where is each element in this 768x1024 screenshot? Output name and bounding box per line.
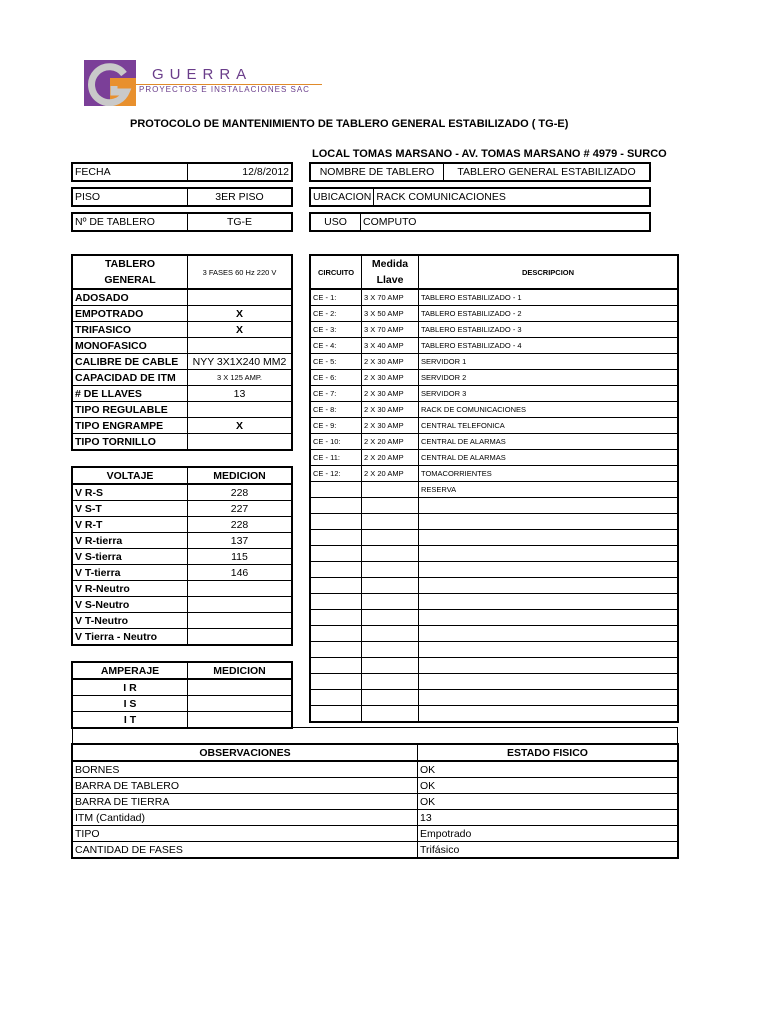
circuito-row bbox=[311, 450, 678, 466]
tablero-label: TIPO REGULABLE bbox=[73, 402, 188, 418]
circuito-row bbox=[311, 370, 678, 386]
piso-row bbox=[72, 188, 292, 206]
spacer-row bbox=[72, 727, 678, 745]
circuito-row bbox=[311, 386, 678, 402]
circuito-row bbox=[311, 658, 678, 674]
circuito-code bbox=[311, 498, 362, 514]
circuito-code bbox=[311, 610, 362, 626]
document-title: PROTOCOLO DE MANTENIMIENTO DE TABLERO GENERAL ESTABILIZADO ( TG-E) bbox=[130, 118, 569, 130]
circuito-row bbox=[311, 642, 678, 658]
circuito-code: CE - 10: bbox=[311, 434, 362, 450]
circuito-row bbox=[311, 562, 678, 578]
circuito-code bbox=[311, 690, 362, 706]
circuito-descripcion: SERVIDOR 1 bbox=[419, 354, 678, 370]
circuito-descripcion bbox=[419, 642, 678, 658]
tablero-value bbox=[188, 402, 292, 418]
brand-subtitle: PROYECTOS E INSTALACIONES SAC bbox=[139, 85, 310, 94]
circuito-code bbox=[311, 674, 362, 690]
circuito-medida bbox=[362, 690, 419, 706]
tablero-value: X bbox=[188, 322, 292, 338]
tablero-value: 3 X 125 AMP. bbox=[188, 370, 292, 386]
voltaje-label: V R-Neutro bbox=[73, 581, 188, 597]
circuito-medida bbox=[362, 626, 419, 642]
circuito-row bbox=[311, 289, 678, 306]
circuito-medida: 3 X 40 AMP bbox=[362, 338, 419, 354]
company-logo bbox=[84, 60, 136, 106]
tablero-value: NYY 3X1X240 MM2 bbox=[188, 354, 292, 370]
voltaje-value: 228 bbox=[188, 517, 292, 533]
voltaje-value: 146 bbox=[188, 565, 292, 581]
tablero-value: 13 bbox=[188, 386, 292, 402]
circuito-medida: 2 X 30 AMP bbox=[362, 370, 419, 386]
voltaje-value bbox=[188, 581, 292, 597]
circuito-descripcion: CENTRAL DE ALARMAS bbox=[419, 434, 678, 450]
circuito-descripcion bbox=[419, 530, 678, 546]
voltaje-label: V S-Neutro bbox=[73, 597, 188, 613]
fecha-value: 12/8/2012 bbox=[188, 164, 292, 181]
circuito-medida bbox=[362, 514, 419, 530]
voltaje-value: 115 bbox=[188, 549, 292, 565]
amperaje-header: AMPERAJE bbox=[73, 663, 188, 680]
circuito-row bbox=[311, 594, 678, 610]
circuito-code bbox=[311, 706, 362, 722]
nombre-row bbox=[310, 163, 650, 181]
circuito-medida bbox=[362, 674, 419, 690]
ntablero-value: TG-E bbox=[188, 214, 292, 231]
observaciones-header: OBSERVACIONES bbox=[73, 745, 418, 762]
amperaje-label: I T bbox=[73, 712, 188, 728]
voltaje-value bbox=[188, 629, 292, 645]
voltaje-value bbox=[188, 613, 292, 629]
voltaje-value bbox=[188, 597, 292, 613]
uso-row bbox=[310, 213, 650, 231]
fecha-label: FECHA bbox=[73, 164, 188, 181]
tablero-title-2: GENERAL bbox=[104, 274, 156, 286]
ubicacion-label: UBICACION bbox=[311, 189, 374, 206]
circuito-code: CE - 6: bbox=[311, 370, 362, 386]
amperaje-label: I R bbox=[73, 679, 188, 696]
circuito-row bbox=[311, 578, 678, 594]
circuito-medida bbox=[362, 578, 419, 594]
circuito-descripcion: TOMACORRIENTES bbox=[419, 466, 678, 482]
circuito-medida bbox=[362, 658, 419, 674]
circuito-row bbox=[311, 434, 678, 450]
circuito-descripcion bbox=[419, 610, 678, 626]
voltaje-label: V R-T bbox=[73, 517, 188, 533]
circuitos-body bbox=[311, 289, 678, 722]
tablero-title-1: TABLERO bbox=[105, 258, 155, 270]
amperaje-value bbox=[188, 712, 292, 728]
circuito-header: CIRCUITO bbox=[311, 256, 362, 290]
voltaje-value: 228 bbox=[188, 484, 292, 501]
tablero-value bbox=[188, 289, 292, 306]
circuito-descripcion: RESERVA bbox=[419, 482, 678, 498]
brand-name: GUERRA bbox=[152, 66, 253, 83]
circuito-descripcion bbox=[419, 706, 678, 722]
circuito-medida: 2 X 30 AMP bbox=[362, 418, 419, 434]
circuito-descripcion bbox=[419, 562, 678, 578]
circuito-code: CE - 2: bbox=[311, 306, 362, 322]
tablero-label: # DE LLAVES bbox=[73, 386, 188, 402]
ubicacion-row bbox=[310, 188, 650, 206]
circuito-code bbox=[311, 578, 362, 594]
piso-value: 3ER PISO bbox=[188, 189, 292, 206]
obs-value: OK bbox=[418, 761, 678, 778]
circuito-descripcion bbox=[419, 514, 678, 530]
circuito-row bbox=[311, 338, 678, 354]
circuito-descripcion: RACK DE COMUNICACIONES bbox=[419, 402, 678, 418]
voltaje-label: V T-tierra bbox=[73, 565, 188, 581]
voltaje-label: V S-T bbox=[73, 501, 188, 517]
circuito-code bbox=[311, 626, 362, 642]
circuito-row bbox=[311, 674, 678, 690]
voltaje-medicion-header: MEDICION bbox=[188, 468, 292, 485]
location-line: LOCAL TOMAS MARSANO - AV. TOMAS MARSANO # 4979 - SURCO bbox=[312, 148, 667, 160]
circuito-code: CE - 4: bbox=[311, 338, 362, 354]
circuito-medida bbox=[362, 530, 419, 546]
circuito-medida: 2 X 30 AMP bbox=[362, 386, 419, 402]
obs-value: Trifásico bbox=[418, 842, 678, 858]
circuito-medida bbox=[362, 594, 419, 610]
circuito-medida bbox=[362, 610, 419, 626]
circuito-row bbox=[311, 530, 678, 546]
tablero-label: TIPO TORNILLO bbox=[73, 434, 188, 450]
nombre-value: TABLERO GENERAL ESTABILIZADO bbox=[444, 164, 650, 181]
voltaje-table bbox=[72, 467, 292, 645]
voltaje-label: V T-Neutro bbox=[73, 613, 188, 629]
circuito-row bbox=[311, 610, 678, 626]
circuito-medida bbox=[362, 498, 419, 514]
tablero-value bbox=[188, 434, 292, 450]
obs-label: BORNES bbox=[73, 761, 418, 778]
circuito-medida: 3 X 50 AMP bbox=[362, 306, 419, 322]
circuito-medida bbox=[362, 706, 419, 722]
circuito-row bbox=[311, 354, 678, 370]
obs-value: OK bbox=[418, 794, 678, 810]
amperaje-medicion-header: MEDICION bbox=[188, 663, 292, 680]
circuito-descripcion: CENTRAL DE ALARMAS bbox=[419, 450, 678, 466]
circuito-code: CE - 11: bbox=[311, 450, 362, 466]
voltaje-label: V R-S bbox=[73, 484, 188, 501]
tablero-label: EMPOTRADO bbox=[73, 306, 188, 322]
circuito-medida bbox=[362, 642, 419, 658]
obs-label: TIPO bbox=[73, 826, 418, 842]
circuito-row bbox=[311, 402, 678, 418]
circuito-code: CE - 8: bbox=[311, 402, 362, 418]
circuito-code: CE - 1: bbox=[311, 289, 362, 306]
circuito-code: CE - 7: bbox=[311, 386, 362, 402]
obs-label: CANTIDAD DE FASES bbox=[73, 842, 418, 858]
medida-header bbox=[362, 256, 419, 290]
uso-label: USO bbox=[311, 214, 361, 231]
circuito-descripcion bbox=[419, 690, 678, 706]
circuito-descripcion bbox=[419, 626, 678, 642]
medida-header-2: Llave bbox=[376, 274, 404, 286]
tablero-label: TRIFASICO bbox=[73, 322, 188, 338]
circuito-code bbox=[311, 658, 362, 674]
circuito-row bbox=[311, 706, 678, 722]
circuito-descripcion bbox=[419, 498, 678, 514]
tablero-title bbox=[73, 256, 188, 290]
obs-label: ITM (Cantidad) bbox=[73, 810, 418, 826]
circuito-descripcion: TABLERO ESTABILIZADO - 2 bbox=[419, 306, 678, 322]
circuito-row bbox=[311, 466, 678, 482]
voltaje-label: V R-tierra bbox=[73, 533, 188, 549]
tablero-label: ADOSADO bbox=[73, 289, 188, 306]
obs-value: OK bbox=[418, 778, 678, 794]
circuito-row bbox=[311, 498, 678, 514]
tablero-label: MONOFASICO bbox=[73, 338, 188, 354]
voltaje-label: V S-tierra bbox=[73, 549, 188, 565]
circuito-row bbox=[311, 546, 678, 562]
obs-value: 13 bbox=[418, 810, 678, 826]
circuito-code bbox=[311, 530, 362, 546]
circuito-descripcion bbox=[419, 546, 678, 562]
descripcion-header: DESCRIPCION bbox=[419, 256, 678, 290]
circuito-code: CE - 5: bbox=[311, 354, 362, 370]
piso-label: PISO bbox=[73, 189, 188, 206]
circuito-row bbox=[311, 418, 678, 434]
circuito-row bbox=[311, 514, 678, 530]
amperaje-table bbox=[72, 662, 292, 728]
circuito-medida: 3 X 70 AMP bbox=[362, 289, 419, 306]
ntablero-row bbox=[72, 213, 292, 231]
circuito-descripcion: SERVIDOR 2 bbox=[419, 370, 678, 386]
nombre-label: NOMBRE DE TABLERO bbox=[311, 164, 444, 181]
circuito-medida: 2 X 30 AMP bbox=[362, 354, 419, 370]
spacer-cell bbox=[73, 728, 678, 745]
circuito-medida: 3 X 70 AMP bbox=[362, 322, 419, 338]
voltaje-value: 227 bbox=[188, 501, 292, 517]
circuito-descripcion bbox=[419, 594, 678, 610]
uso-value: COMPUTO bbox=[361, 214, 650, 231]
circuito-descripcion: SERVIDOR 3 bbox=[419, 386, 678, 402]
estado-header: ESTADO FISICO bbox=[418, 745, 678, 762]
circuito-code bbox=[311, 562, 362, 578]
circuito-code: CE - 9: bbox=[311, 418, 362, 434]
tablero-label: CAPACIDAD DE ITM bbox=[73, 370, 188, 386]
tablero-table bbox=[72, 255, 292, 450]
circuito-row bbox=[311, 690, 678, 706]
circuito-code bbox=[311, 642, 362, 658]
observaciones-table bbox=[72, 744, 678, 858]
circuito-medida: 2 X 20 AMP bbox=[362, 450, 419, 466]
tablero-label: TIPO ENGRAMPE bbox=[73, 418, 188, 434]
circuito-row bbox=[311, 482, 678, 498]
circuito-medida bbox=[362, 562, 419, 578]
voltaje-value: 137 bbox=[188, 533, 292, 549]
circuito-descripcion bbox=[419, 674, 678, 690]
circuito-descripcion: TABLERO ESTABILIZADO - 3 bbox=[419, 322, 678, 338]
obs-label: BARRA DE TIERRA bbox=[73, 794, 418, 810]
circuito-medida: 2 X 20 AMP bbox=[362, 466, 419, 482]
tablero-label: CALIBRE DE CABLE bbox=[73, 354, 188, 370]
circuito-row bbox=[311, 306, 678, 322]
circuito-descripcion: TABLERO ESTABILIZADO - 1 bbox=[419, 289, 678, 306]
circuito-code bbox=[311, 514, 362, 530]
circuito-medida bbox=[362, 482, 419, 498]
ntablero-label: Nº DE TABLERO bbox=[73, 214, 188, 231]
tablero-value: X bbox=[188, 306, 292, 322]
circuitos-table bbox=[310, 255, 678, 722]
tablero-value: X bbox=[188, 418, 292, 434]
circuito-descripcion bbox=[419, 578, 678, 594]
circuito-code bbox=[311, 594, 362, 610]
amperaje-value bbox=[188, 696, 292, 712]
circuito-code: CE - 3: bbox=[311, 322, 362, 338]
circuito-row bbox=[311, 322, 678, 338]
circuito-code bbox=[311, 546, 362, 562]
circuito-medida: 2 X 30 AMP bbox=[362, 402, 419, 418]
circuito-code bbox=[311, 482, 362, 498]
amperaje-value bbox=[188, 679, 292, 696]
medida-header-1: Medida bbox=[371, 258, 409, 270]
voltaje-label: V Tierra - Neutro bbox=[73, 629, 188, 645]
circuito-medida: 2 X 20 AMP bbox=[362, 434, 419, 450]
tablero-spec: 3 FASES 60 Hz 220 V bbox=[188, 256, 292, 290]
circuito-descripcion: TABLERO ESTABILIZADO - 4 bbox=[419, 338, 678, 354]
fecha-row bbox=[72, 163, 292, 181]
voltaje-header: VOLTAJE bbox=[73, 468, 188, 485]
tablero-value bbox=[188, 338, 292, 354]
obs-value: Empotrado bbox=[418, 826, 678, 842]
obs-label: BARRA DE TABLERO bbox=[73, 778, 418, 794]
circuito-medida bbox=[362, 546, 419, 562]
circuito-row bbox=[311, 626, 678, 642]
ubicacion-value: RACK COMUNICACIONES bbox=[374, 189, 650, 206]
circuito-descripcion: CENTRAL TELEFONICA bbox=[419, 418, 678, 434]
circuito-descripcion bbox=[419, 658, 678, 674]
circuito-code: CE - 12: bbox=[311, 466, 362, 482]
amperaje-label: I S bbox=[73, 696, 188, 712]
